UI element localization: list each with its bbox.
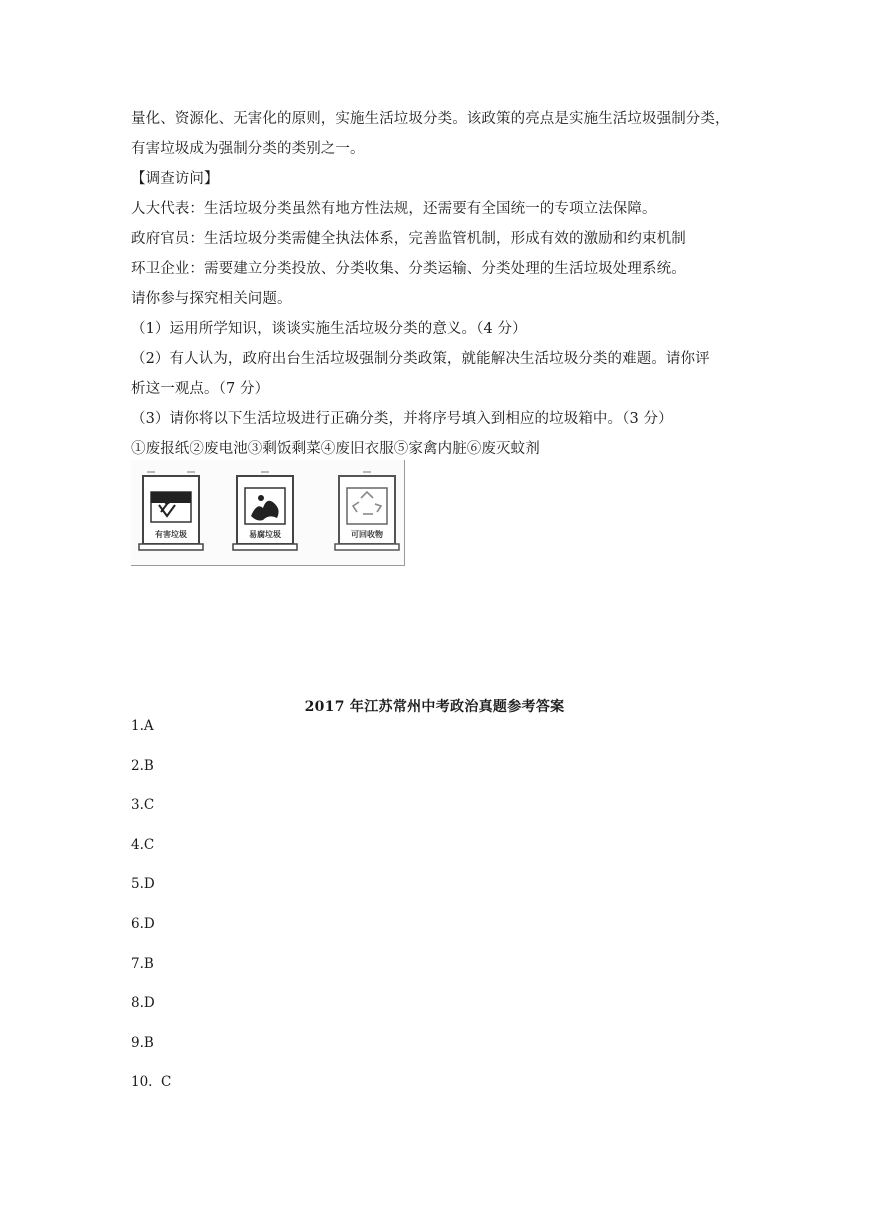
section-heading: 【调查访问】 bbox=[131, 171, 219, 187]
paragraph-line: 环卫企业：需要建立分类投放、分类收集、分类运输、分类处理的生活垃圾处理系统。 bbox=[131, 261, 686, 277]
answer-item: 6.D bbox=[131, 915, 155, 932]
question-1: （1）运用所学知识，谈谈实施生活垃圾分类的意义。（4 分） bbox=[131, 321, 527, 337]
waste-items-list: ①废报纸②废电池③剩饭剩菜④废旧衣服⑤家禽内脏⑥废灭蚊剂 bbox=[131, 441, 540, 457]
answer-list bbox=[131, 715, 171, 1111]
question-2-continued: 析这一观点。（7 分） bbox=[131, 381, 270, 397]
answer-item: 5.D bbox=[131, 876, 155, 893]
bin-label: 易腐垃圾 bbox=[249, 530, 281, 539]
hazardous-waste-bin bbox=[137, 468, 205, 556]
hazardous-waste-icon bbox=[137, 468, 205, 556]
answer-item: 9.B bbox=[131, 1034, 154, 1051]
answer-section-title: 2017 年江苏常州中考政治真题参考答案 bbox=[304, 699, 565, 715]
question-2: （2）有人认为，政府出台生活垃圾强制分类政策，就能解决生活垃圾分类的难题。请你评 bbox=[131, 351, 710, 367]
question-3: （3）请你将以下生活垃圾进行正确分类，并将序号填入到相应的垃圾箱中。（3 分） bbox=[131, 411, 673, 427]
recycle-icon bbox=[333, 468, 401, 556]
question-text bbox=[131, 104, 771, 464]
paragraph-line: 人大代表：生活垃圾分类虽然有地方性法规，还需要有全国统一的专项立法保障。 bbox=[131, 201, 657, 217]
garbage-bins-figure bbox=[131, 460, 405, 566]
answer-item: 7.B bbox=[131, 955, 154, 972]
bin-label: 可回收物 bbox=[351, 530, 383, 539]
answer-item: 2.B bbox=[131, 757, 154, 774]
bin-label: 有害垃圾 bbox=[155, 530, 187, 539]
answer-item: 10. C bbox=[131, 1074, 172, 1091]
paragraph-line: 量化、资源化、无害化的原则，实施生活垃圾分类。该政策的亮点是实施生活垃圾强制分类， bbox=[131, 111, 730, 127]
paragraph-line: 政府官员：生活垃圾分类需健全执法体系，完善监管机制，形成有效的激励和约束机制 bbox=[131, 231, 686, 247]
paragraph-line: 请你参与探究相关问题。 bbox=[131, 291, 292, 307]
recyclable-bin bbox=[333, 468, 401, 556]
answer-item: 4.C bbox=[131, 836, 155, 853]
answer-item: 1.A bbox=[131, 718, 154, 734]
kitchen-waste-bin bbox=[231, 468, 299, 556]
kitchen-waste-icon bbox=[231, 468, 299, 556]
answer-item: 3.C bbox=[131, 797, 155, 814]
answer-item: 8.D bbox=[131, 995, 155, 1012]
paragraph-line: 有害垃圾成为强制分类的类别之一。 bbox=[131, 141, 365, 157]
